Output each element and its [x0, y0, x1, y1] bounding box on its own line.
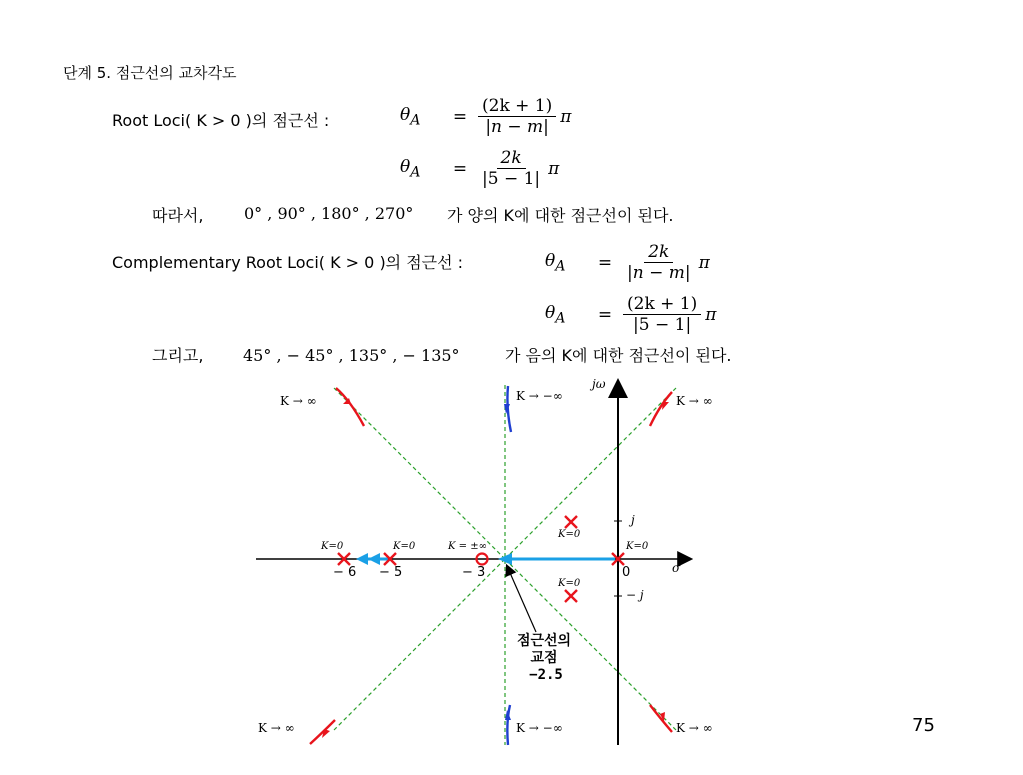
- complementary-branches: [507, 386, 511, 745]
- andthen-prefix: 그리고,: [152, 346, 204, 365]
- label-k-inf-ur: K → ∞: [676, 394, 713, 408]
- label-k0-minus5: K=0: [393, 541, 416, 552]
- label-k0-lower: K=0: [558, 578, 581, 589]
- asymptote-45: [505, 388, 676, 559]
- branch-lower-right: [650, 705, 672, 732]
- label-k0-origin: K=0: [626, 541, 649, 552]
- andthen-suffix: 가 음의 K에 대한 점근선이 된다.: [505, 346, 732, 365]
- therefore-prefix: 따라서,: [152, 206, 204, 225]
- positive-k-angles: 0° , 90° , 180° , 270°: [244, 204, 414, 223]
- label-jw-axis: jω: [592, 377, 606, 391]
- intersection-label-1: 점근선의: [516, 633, 572, 649]
- label-k-neg-inf-bottom: K → −∞: [516, 721, 563, 735]
- slide-heading: 단계 5. 점근선의 교차각도: [63, 64, 237, 82]
- pole-lower: [565, 590, 577, 602]
- branch-upper-right: [650, 392, 672, 426]
- label-tick-neg-j: − j: [626, 588, 644, 602]
- label-k-inf-ll: K → ∞: [258, 721, 295, 735]
- label-k0-minus6: K=0: [321, 541, 344, 552]
- asymptote-135: [334, 388, 505, 559]
- label-k-neg-inf-top: K → −∞: [516, 389, 563, 403]
- label-k-inf-lr: K → ∞: [676, 721, 713, 735]
- page-number: 75: [912, 715, 935, 736]
- pole-upper: [565, 516, 577, 528]
- label-tick-j: j: [631, 513, 635, 527]
- complementary-label: Complementary Root Loci( K > 0 )의 점근선 :: [112, 253, 464, 272]
- negative-k-angles: 45° , − 45° , 135° , − 135°: [243, 346, 460, 365]
- label-k-pm-inf: K = ±∞: [448, 541, 487, 552]
- label-k-inf-ul: K → ∞: [280, 394, 317, 408]
- arrow-to-minus6-b: [368, 553, 380, 565]
- intersection-label-2: 교점: [530, 650, 558, 666]
- arrow-to-minus6-a: [356, 553, 368, 565]
- complementary-equation-1: $\theta_A$ = $\frac{2k}{|n - m|}$ π: [545, 242, 710, 283]
- comp-branch-bottom: [507, 705, 510, 745]
- branch-arrow-ur: [662, 402, 669, 410]
- asymptote-neg135: [334, 559, 505, 730]
- branch-lower-left: [310, 720, 335, 744]
- label-sigma-axis: σ: [672, 561, 681, 575]
- root-loci-equation-1: $\theta_A$ = $\frac{(2k + 1)}{|n - m|}$ π: [400, 96, 572, 137]
- label-tick-minus3: − 3: [462, 565, 486, 580]
- intersection-value: −2.5: [529, 667, 563, 683]
- label-tick-minus6: − 6: [333, 565, 357, 580]
- complementary-equation-2: $\theta_A$ = $\frac{(2k + 1)}{|5 - 1|}$ π: [545, 294, 717, 335]
- label-k0-upper: K=0: [558, 529, 581, 540]
- therefore-suffix: 가 양의 K에 대한 점근선이 된다.: [447, 206, 674, 225]
- label-tick-0: 0: [622, 565, 631, 580]
- root-loci-equation-2: $\theta_A$ = $\frac{2k}{|5 - 1|}$ π: [400, 148, 560, 189]
- label-tick-minus5: − 5: [379, 565, 403, 580]
- root-loci-label: Root Loci( K > 0 )의 점근선 :: [112, 111, 330, 130]
